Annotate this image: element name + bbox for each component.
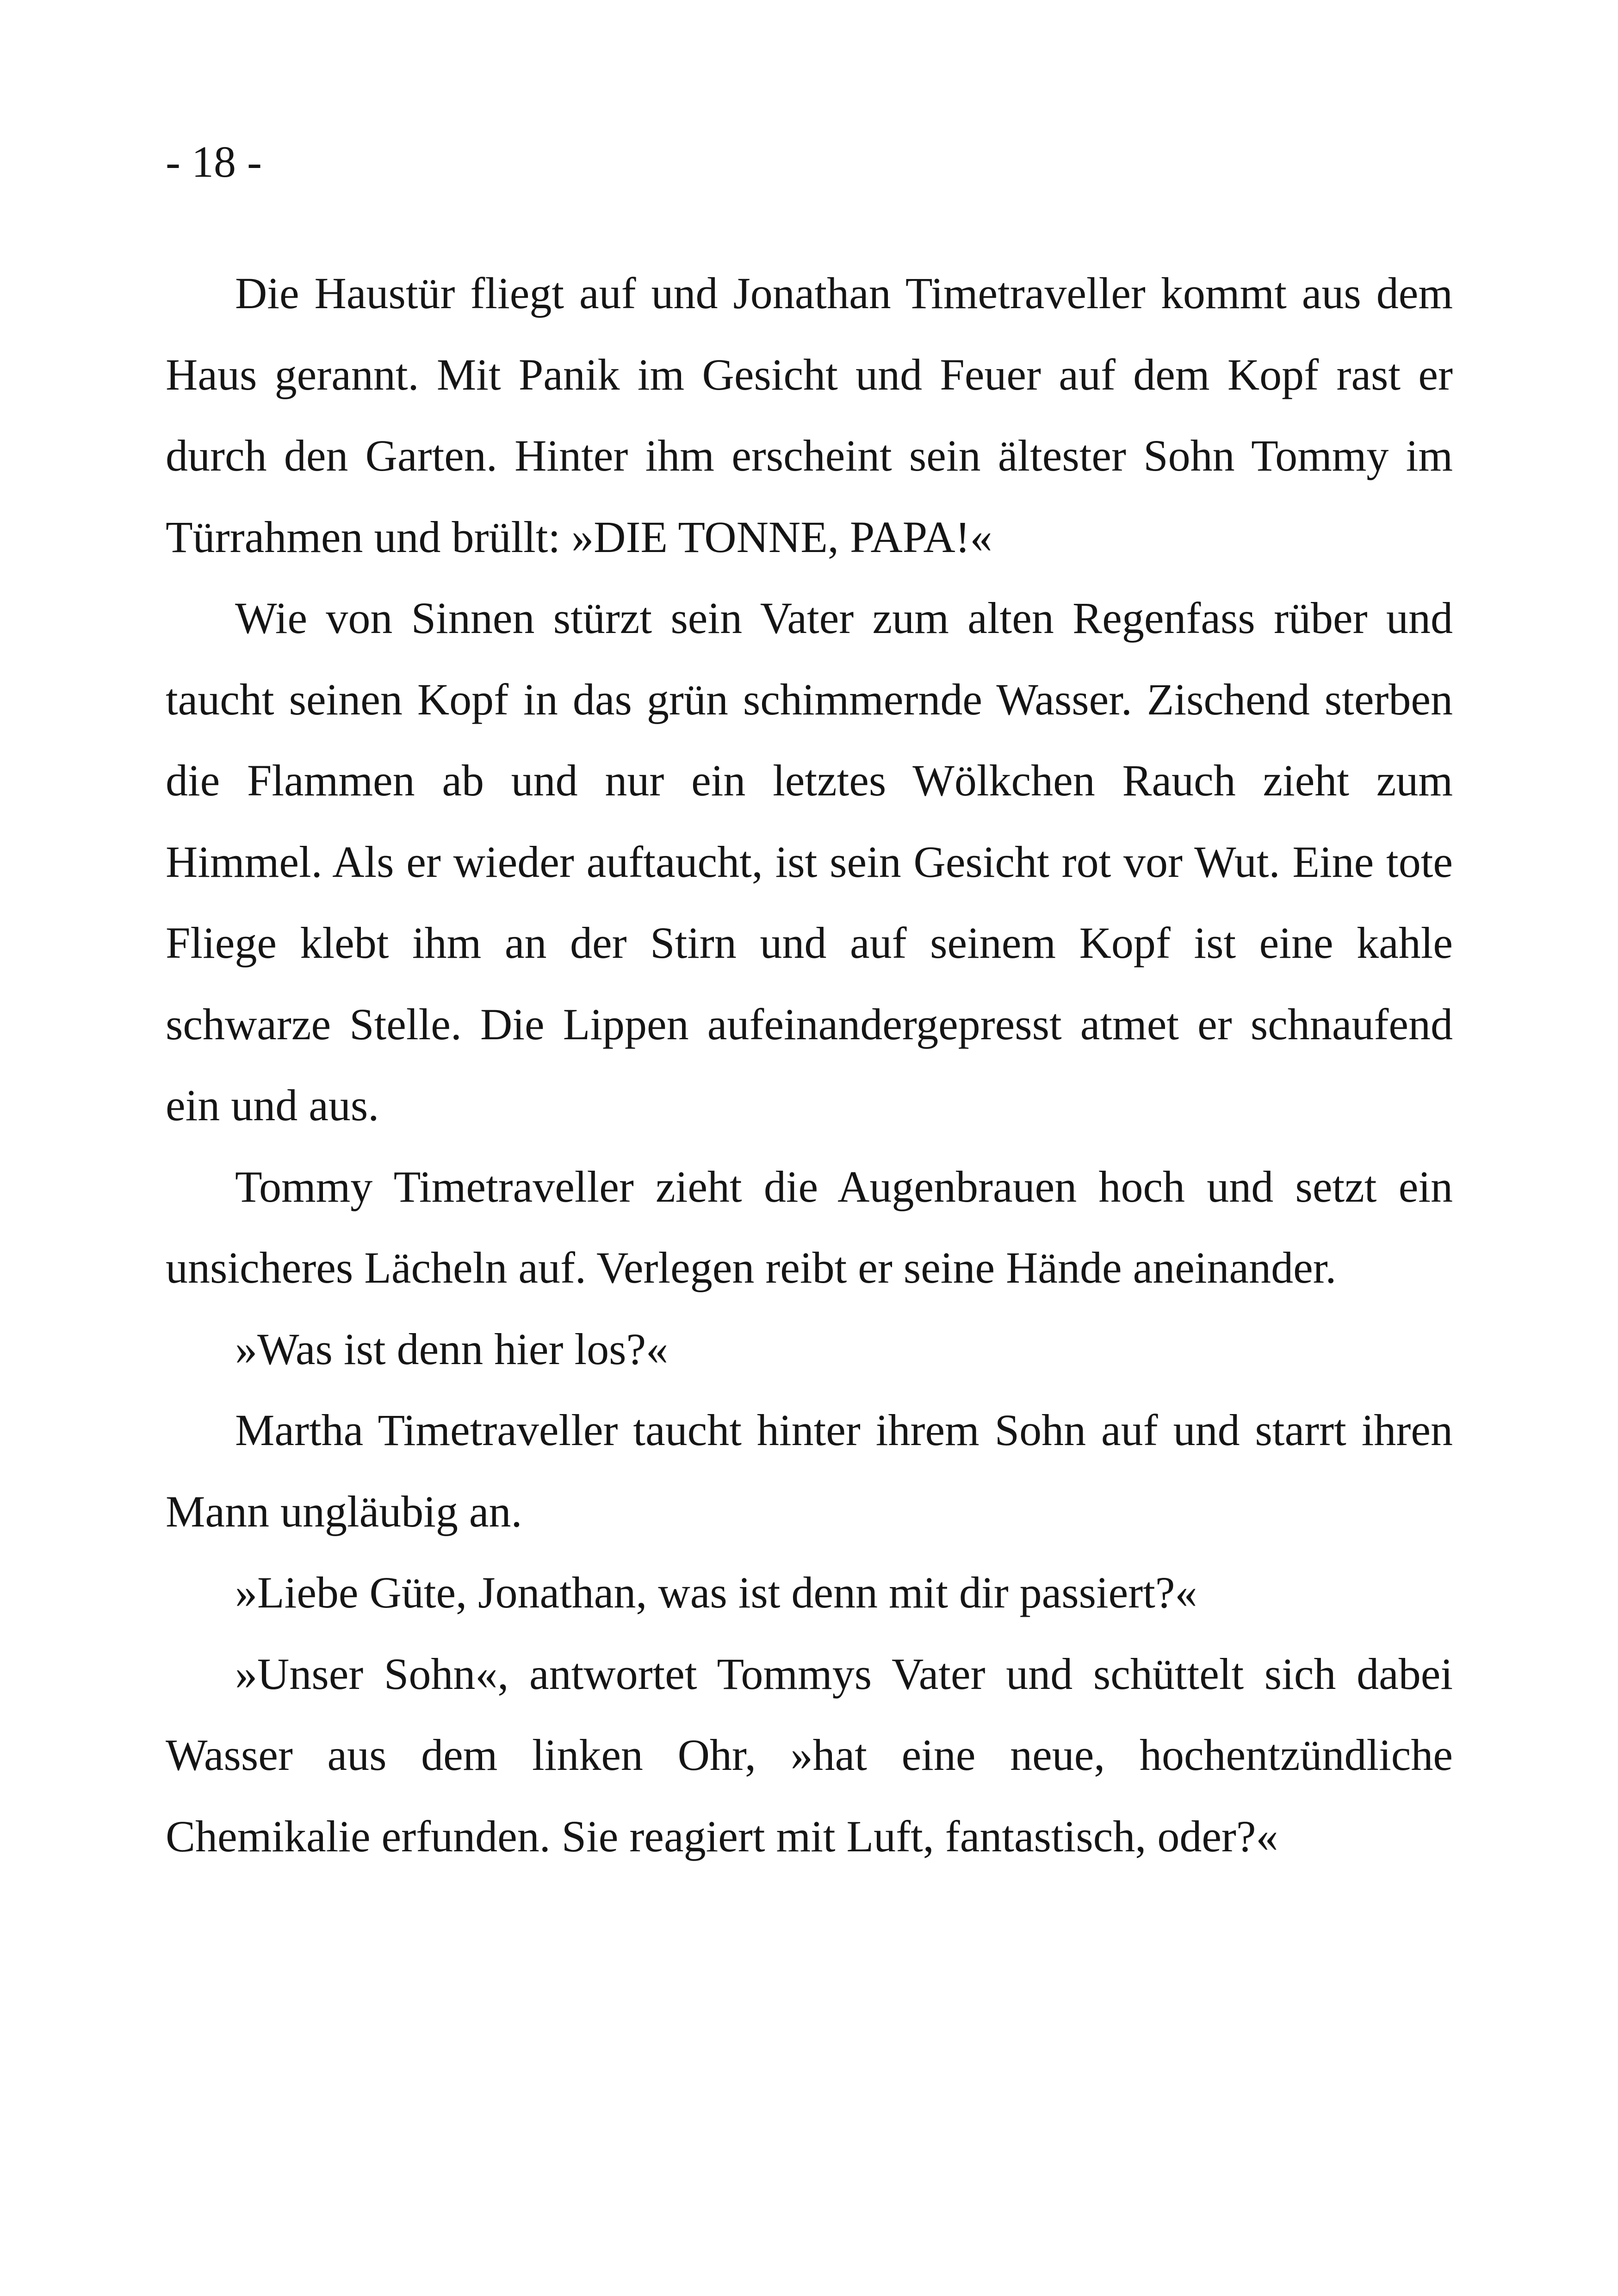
paragraph: Wie von Sinnen stürzt sein Vater zum alten Regenfass rüber und taucht seinen Kopf in das grün schimmernde Wasser. Zischend sterben die Flammen ab und nur ein letztes Wölkchen Rauch zieht zum Himmel. Als er wieder auftaucht, ist sein Gesicht rot vor Wut. Eine tote Fliege klebt ihm an der Stirn und auf seinem Kopf ist eine kahle schwarze Stelle. Die Lippen aufeinandergepresst atmet er schnaufend ein und aus.	[166, 593, 1453, 1130]
dialogue-line: »Unser Sohn«, antwortet Tommys Vater und schüttelt sich dabei Wasser aus dem linken Ohr, »hat eine neue, hochentzündliche Chemikalie erfunden. Sie reagiert mit Luft, fantastisch, oder?«	[166, 1649, 1453, 1861]
page-number: - 18 -	[166, 137, 262, 186]
body-text	[166, 253, 1453, 1877]
paragraph: Die Haustür fliegt auf und Jonathan Timetraveller kommt aus dem Haus gerannt. Mit Panik im Gesicht und Feuer auf dem Kopf rast er durch den Garten. Hinter ihm erscheint sein ältester Sohn Tommy im Türrahmen und brüllt: »DIE TONNE, PAPA!«	[166, 268, 1453, 562]
paragraph: Martha Timetraveller taucht hinter ihrem Sohn auf und starrt ihren Mann ungläubig an.	[166, 1405, 1453, 1536]
dialogue-line: »Was ist denn hier los?«	[235, 1324, 669, 1374]
paragraph: Tommy Timetraveller zieht die Augenbrauen hoch und setzt ein unsicheres Lächeln auf. Verlegen reibt er seine Hände aneinander.	[166, 1161, 1453, 1292]
dialogue-line: »Liebe Güte, Jonathan, was ist denn mit dir passiert?«	[235, 1568, 1197, 1617]
